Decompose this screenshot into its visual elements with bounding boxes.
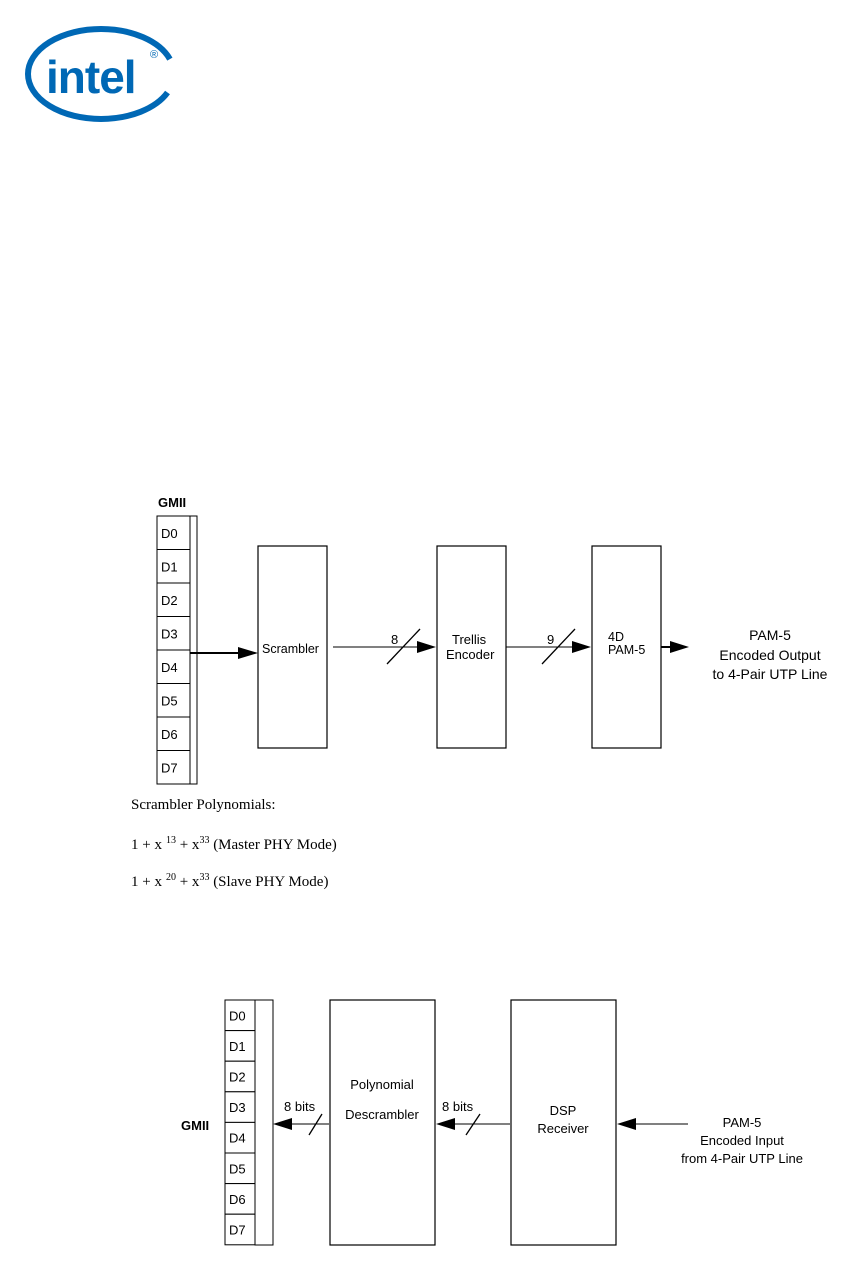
tx-gmii-cell-label-1: D1: [161, 559, 178, 575]
polynomials-heading: Scrambler Polynomials:: [131, 797, 276, 813]
tx-gmii-bus-bar: [190, 516, 197, 784]
tx-arrowhead-scrambler: [238, 647, 258, 659]
intel-logo: [0, 0, 200, 140]
input-label-line3: from 4-Pair UTP Line: [681, 1151, 803, 1166]
rx-arrowhead-gmii: [273, 1118, 292, 1130]
rx-gmii-cell-label-4: D4: [229, 1130, 246, 1146]
tx-arrowhead-output: [670, 641, 689, 653]
tx-arrowhead-pam: [572, 641, 591, 653]
tx-gmii-cell-label-7: D7: [161, 760, 178, 776]
rx-arrowhead-dsp: [617, 1118, 636, 1130]
rx-gmii-bus-bar: [255, 1000, 273, 1245]
rx-gmii-cell-label-7: D7: [229, 1222, 246, 1238]
input-label-line2: Encoded Input: [700, 1133, 784, 1148]
output-label-line3: to 4-Pair UTP Line: [712, 666, 828, 682]
bus-width-9-label: 9: [547, 632, 555, 647]
poly1-mode: (Master PHY Mode): [209, 837, 337, 853]
scrambler-label: Scrambler: [262, 642, 319, 656]
receive-block-diagram: [0, 995, 863, 1255]
poly1-mid: + x: [175, 837, 200, 853]
tx-arrowhead-trellis: [417, 641, 436, 653]
polynomial-master: [131, 835, 337, 853]
descrambler-label-line1: Polynomial: [350, 1077, 414, 1092]
logo-wordmark: intel: [46, 51, 136, 103]
rx-gmii-cell-label-2: D2: [229, 1069, 246, 1085]
trellis-label-line2: Encoder: [446, 647, 495, 662]
dsp-label-line2: Receiver: [537, 1121, 589, 1136]
descrambler-label-line2: Descrambler: [345, 1107, 419, 1122]
tx-gmii-cell-label-5: D5: [161, 693, 178, 709]
poly1-base: 1 + x: [131, 837, 162, 853]
pam-box-label-line1: 4D: [608, 630, 624, 644]
input-label-line1: PAM-5: [722, 1115, 762, 1130]
tx-gmii-cell-label-3: D3: [161, 626, 178, 642]
poly2-exp2: 33: [199, 872, 210, 883]
poly2-mode: (Slave PHY Mode): [209, 874, 329, 890]
pam-box-label-line2: PAM-5: [608, 643, 646, 657]
polynomial-descrambler-box: [330, 1000, 435, 1245]
poly2-exp1: 20: [165, 872, 176, 883]
poly2-mid: + x: [175, 874, 200, 890]
rx-gmii-cell-label-6: D6: [229, 1191, 246, 1207]
output-label-line1: PAM-5: [749, 627, 791, 643]
trellis-label-line1: Trellis: [452, 632, 487, 647]
rx-gmii-register: [225, 1000, 255, 1245]
transmit-block-diagram: [0, 490, 863, 900]
tx-gmii-cell-label-2: D2: [161, 592, 178, 608]
poly1-exp2: 33: [199, 835, 210, 846]
logo-registered-mark: ®: [150, 49, 159, 61]
rx-gmii-cell-label-5: D5: [229, 1161, 246, 1177]
rx-bus-label-1: 8 bits: [284, 1099, 316, 1114]
rx-gmii-cell-label-0: D0: [229, 1008, 246, 1024]
tx-gmii-register: [157, 516, 190, 784]
tx-gmii-cell-label-6: D6: [161, 726, 178, 742]
tx-gmii-cell-label-4: D4: [161, 659, 178, 675]
rx-bus-label-2: 8 bits: [442, 1099, 474, 1114]
poly2-base: 1 + x: [131, 874, 162, 890]
output-label-line2: Encoded Output: [719, 647, 821, 663]
bus-width-8-label: 8: [391, 632, 399, 647]
rx-arrowhead-descrambler: [436, 1118, 455, 1130]
rx-gmii-label: GMII: [181, 1118, 210, 1133]
polynomial-slave: [131, 872, 328, 890]
rx-gmii-cell-label-3: D3: [229, 1100, 246, 1116]
dsp-label-line1: DSP: [549, 1103, 577, 1118]
poly1-exp1: 13: [165, 835, 176, 846]
rx-gmii-cell-label-1: D1: [229, 1038, 246, 1054]
tx-gmii-cell-label-0: D0: [161, 525, 178, 541]
tx-gmii-label: GMII: [158, 495, 187, 510]
